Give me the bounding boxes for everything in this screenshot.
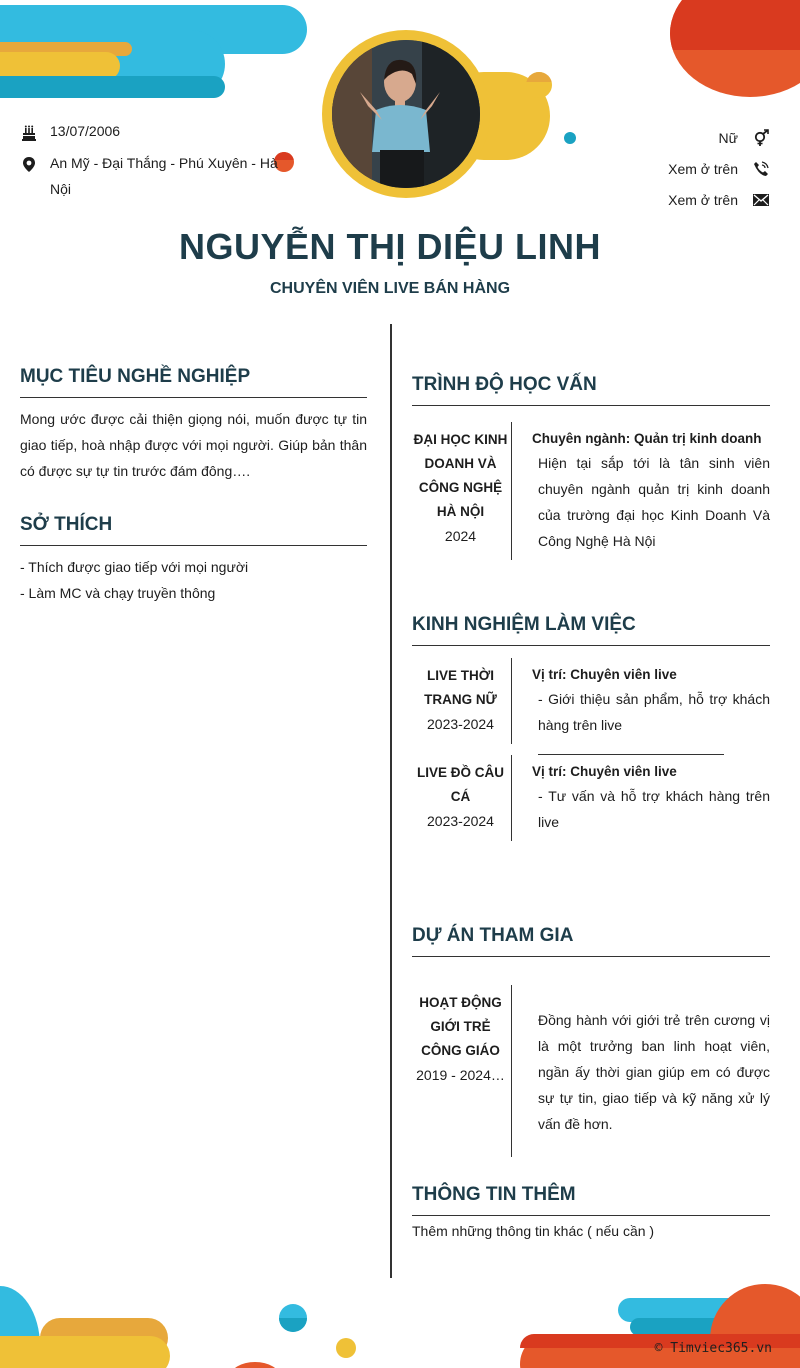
objective-text: Mong ước được cải thiện giọng nói, muốn được tự tin giao tiếp, hoà nhập được với mọi người. Giúp bản thân có được sự tự tin trước đám đông…. <box>20 411 367 479</box>
education-year: 2024 <box>444 528 477 544</box>
email-row <box>668 184 770 215</box>
company-name: LIVE THỜI TRANG NỮ <box>424 668 497 707</box>
hobby-item: - Thích được giao tiếp với mọi người <box>20 559 249 575</box>
location-icon <box>20 156 38 174</box>
project-name: HOẠT ĐỘNG GIỚI TRẺ CÔNG GIÁO <box>419 995 502 1058</box>
contact-right <box>668 122 770 215</box>
project-entry <box>412 985 770 1157</box>
experience-right <box>512 658 770 744</box>
gender-text: Nữ <box>718 129 738 146</box>
education-title: TRÌNH ĐỘ HỌC VẤN <box>412 374 770 406</box>
education-entry <box>412 422 770 560</box>
experience-period: 2023-2024 <box>427 716 494 732</box>
extra-title: THÔNG TIN THÊM <box>412 1184 770 1216</box>
experience-desc: - Giới thiệu sản phẩm, hỗ trợ khách hàng trên live <box>538 691 770 733</box>
hobbies-list <box>20 554 367 606</box>
experience-entry <box>412 658 770 744</box>
experience-left <box>412 755 512 841</box>
decor-dot <box>564 132 576 144</box>
experience-desc: - Tư vấn và hỗ trợ khách hàng trên live <box>538 788 770 830</box>
left-column <box>20 366 367 606</box>
project-desc: Đồng hành với giới trẻ trên cương vị là một trưởng ban linh hoạt viên, ngần ấy thời gian giúp em có được sự tự tin, giao tiếp và kỹ năng xử lý vấn đề hơn. <box>538 1012 770 1132</box>
column-divider <box>390 324 392 1278</box>
company-name: LIVE ĐỒ CÂU CÁ <box>416 765 504 804</box>
experience-role: Vị trí: Chuyên viên live <box>532 764 677 779</box>
birthday-text: 13/07/2006 <box>50 123 121 139</box>
extra-text: Thêm những thông tin khác ( nếu cần ) <box>412 1223 655 1239</box>
education-left <box>412 422 512 560</box>
gender-row <box>668 122 770 153</box>
candidate-name: NGUYỄN THỊ DIỆU LINH <box>178 226 601 267</box>
experience-title: KINH NGHIỆM LÀM VIỆC <box>412 614 770 646</box>
education-right <box>512 422 770 560</box>
project-left <box>412 985 512 1157</box>
experience-section <box>412 614 770 841</box>
candidate-position: CHUYÊN VIÊN LIVE BÁN HÀNG <box>269 280 511 297</box>
birthday-row <box>20 122 280 144</box>
hobby-item: - Làm MC và chạy truyền thông <box>20 585 216 601</box>
experience-right <box>512 755 770 841</box>
phone-text: Xem ở trên <box>668 160 738 177</box>
objective-title: MỤC TIÊU NGHỀ NGHIỆP <box>20 366 367 398</box>
experience-entry <box>412 755 770 841</box>
projects-title: DỰ ÁN THAM GIA <box>412 925 770 957</box>
email-text: Xem ở trên <box>668 191 738 208</box>
decor-top-right <box>670 0 800 97</box>
contact-left <box>20 122 280 212</box>
extra-section <box>412 1184 770 1244</box>
education-desc: Hiện tại sắp tới là tân sinh viên chuyên ngành quản trị kinh doanh của trường đại học Kinh Doanh Và Công Nghệ Hà Nội <box>538 455 770 549</box>
school-name: ĐẠI HỌC KINH DOANH VÀ CÔNG NGHỆ HÀ NỘI <box>413 432 508 519</box>
cake-icon <box>20 124 38 142</box>
project-period: 2019 - 2024… <box>416 1067 505 1083</box>
experience-left <box>412 658 512 744</box>
experience-period: 2023-2024 <box>427 813 494 829</box>
footer-brand: © Timviec365.vn <box>654 1341 772 1356</box>
avatar <box>332 40 480 188</box>
address-text: An Mỹ - Đại Thắng - Phú Xuyên - Hà Nội <box>50 155 278 197</box>
phone-row <box>668 153 770 184</box>
hobbies-title: SỞ THÍCH <box>20 514 367 546</box>
education-section <box>412 374 770 560</box>
decor-top-left <box>0 0 310 100</box>
address-row <box>20 154 280 202</box>
experience-role: Vị trí: Chuyên viên live <box>532 667 677 682</box>
phone-icon <box>752 160 770 178</box>
decor-bottom-left <box>0 1280 360 1368</box>
gender-icon <box>752 129 770 147</box>
project-right <box>512 985 770 1157</box>
decor-dot <box>526 72 552 98</box>
projects-section <box>412 925 770 1157</box>
mail-icon <box>752 191 770 209</box>
education-major: Chuyên ngành: Quản trị kinh doanh <box>532 431 762 446</box>
